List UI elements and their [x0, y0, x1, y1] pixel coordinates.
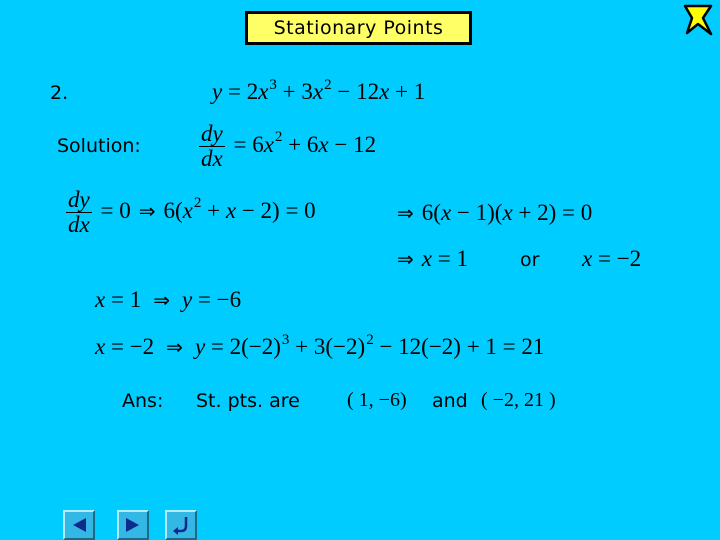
answer-point-one: ( 1, −6): [347, 389, 407, 411]
and-label: and: [432, 390, 468, 412]
point-two-calc: x = −2 ⇒ $y = 2(-2)^3 + 3(-2)^2 - 12(-2) + 1 = 21$: [95, 331, 545, 359]
derivative-equation: $\frac{dy}{dx}$ = $6x^2 + 6x - 12$: [201, 121, 377, 172]
root-two: x = −2: [582, 246, 642, 271]
back-button[interactable]: [63, 510, 95, 540]
answer-label: Ans:: [122, 390, 164, 412]
slide-title: Stationary Points: [245, 11, 472, 45]
answer-text: St. pts. are: [196, 390, 300, 412]
set-derivative-zero: $\frac{dy}{dx}$ = 0 ⇒ $6(x^2 + x - 2) = 0$: [68, 187, 316, 238]
equation-y: $y = 2x^3 + 3x^2 - 12x + 1$: [212, 76, 426, 104]
solution-label: Solution:: [57, 135, 141, 157]
back-arrow-icon: [70, 516, 88, 534]
star-icon: [682, 2, 714, 36]
answer-point-two: ( −2, 21 ): [481, 389, 556, 411]
question-number: 2.: [50, 82, 69, 104]
forward-arrow-icon: [124, 516, 142, 534]
point-one-calc: x = 1 ⇒ y = −6: [95, 287, 242, 312]
return-button[interactable]: [165, 510, 197, 540]
return-arrow-icon: [171, 515, 191, 535]
forward-button[interactable]: [117, 510, 149, 540]
roots: ⇒ x = 1: [397, 246, 468, 271]
or-label: or: [520, 249, 540, 271]
factorised-equation: ⇒ 6(x − 1)(x + 2) = 0: [397, 200, 593, 225]
